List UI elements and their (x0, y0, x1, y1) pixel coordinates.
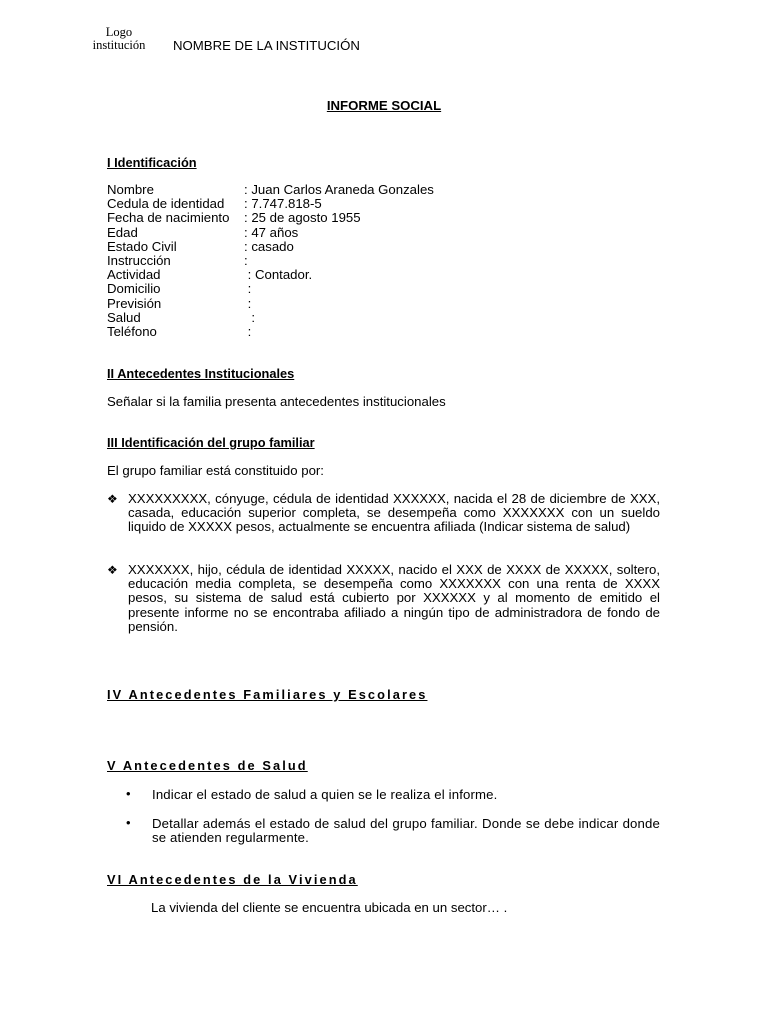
id-label: Instrucción (107, 252, 171, 268)
id-value: : 25 de agosto 1955 (244, 210, 361, 226)
id-value: : 47 años (244, 224, 299, 240)
identification-table (107, 183, 434, 339)
dot-bullet-icon: • (126, 786, 131, 801)
document-title: INFORME SOCIAL (326, 98, 442, 113)
grupo-familiar-intro: El grupo familiar está constituido por: (107, 463, 324, 478)
salud-text: Indicar el estado de salud a quien se le realiza el informe. (152, 787, 498, 802)
id-value: : (244, 281, 252, 297)
diamond-bullet-icon: ❖ (107, 492, 118, 506)
id-value: : Juan Carlos Araneda Gonzales (244, 182, 434, 197)
id-row (107, 311, 434, 325)
salud-text: Detallar además el estado de salud del grupo familiar. Donde se debe indicar donde se atienden regularmente. (152, 816, 660, 846)
section-heading-identificacion: I Identificación (107, 155, 197, 170)
vivienda-text: La vivienda del cliente se encuentra ubicada en un sector… . (151, 900, 508, 915)
id-value: : 7.747.818-5 (244, 196, 322, 212)
id-row (107, 282, 434, 296)
section-heading-grupo-familiar: III Identificación del grupo familiar (107, 435, 315, 450)
id-row (107, 325, 434, 339)
diamond-bullet-icon: ❖ (107, 563, 118, 577)
id-label: Salud (107, 309, 141, 325)
family-member-item (107, 492, 660, 535)
salud-item (126, 788, 660, 802)
id-label: Actividad (107, 267, 161, 283)
id-label: Fecha de nacimiento (107, 210, 230, 226)
section-heading-institucionales: II Antecedentes Institucionales (107, 366, 295, 381)
id-value: : (244, 323, 252, 339)
id-value: : casado (244, 238, 294, 254)
institucionales-text: Señalar si la familia presenta antecedentes institucionales (107, 394, 446, 409)
id-label: Estado Civil (107, 238, 177, 254)
id-label: Edad (107, 224, 138, 240)
id-row (107, 297, 434, 311)
section-heading-salud: V Antecedentes de Salud (107, 758, 308, 773)
id-label: Domicilio (107, 281, 161, 297)
id-row (107, 240, 434, 254)
section-heading-vivienda: VI Antecedentes de la Vivienda (107, 872, 358, 887)
id-value: : (244, 252, 248, 268)
institution-name: NOMBRE DE LA INSTITUCIÓN (173, 38, 360, 53)
id-row (107, 268, 434, 282)
logo-line-1: Logo (105, 25, 133, 39)
salud-item (126, 817, 660, 845)
id-row (107, 226, 434, 240)
id-label: Cedula de identidad (107, 196, 225, 212)
logo-line-2: institución (92, 38, 146, 52)
id-value: : (244, 309, 255, 325)
id-row (107, 197, 434, 211)
id-row (107, 183, 434, 197)
id-row (107, 211, 434, 225)
id-value: : (244, 295, 252, 311)
family-member-text: XXXXXXX, hijo, cédula de identidad XXXXX, nacido el XXX de XXXX de XXXXX, soltero, educación media completa, se desempeña como XXXXXXX con una renta de XXXX pesos, su sistema de salud está cubierto por XXXXXX y al momento de emitido el presente informe no se encontraba afiliado a ningún tipo de administradora de fondo de pensión. (128, 562, 660, 634)
dot-bullet-icon: • (126, 815, 131, 830)
id-label: Teléfono (107, 323, 157, 339)
section-heading-familiares-escolares: IV Antecedentes Familiares y Escolares (107, 687, 428, 702)
id-value: : Contador. (244, 267, 313, 283)
institution-logo-placeholder (84, 26, 154, 52)
family-member-item (107, 563, 660, 634)
id-row (107, 254, 434, 268)
id-label: Previsión (107, 295, 162, 311)
id-label: Nombre (107, 182, 154, 197)
family-member-text: XXXXXXXXX, cónyuge, cédula de identidad XXXXXX, nacida el 28 de diciembre de XXX, casada, educación superior completa, se desempeña como XXXXXXX con un sueldo liquido de XXXXX pesos, actualmente se encuentra afiliada (Indicar sistema de salud) (128, 491, 660, 535)
